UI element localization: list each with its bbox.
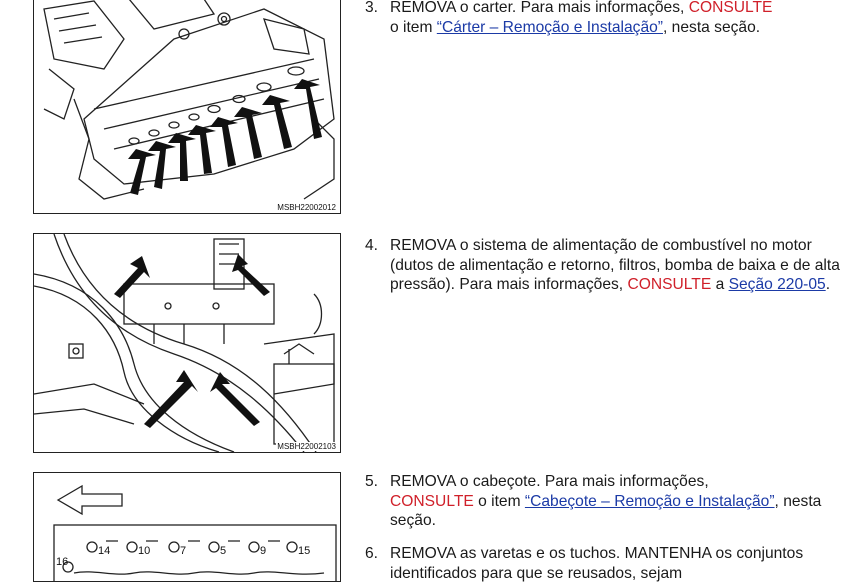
bolt-number: 16: [56, 556, 69, 568]
step-3: [365, 0, 853, 37]
step-number: 5.: [365, 473, 379, 490]
link-carter[interactable]: “Cárter – Remoção e Instalação”: [436, 18, 664, 36]
figure-fuel-system: [33, 233, 341, 453]
link-secao-220-05[interactable]: Seção 220-05: [728, 276, 826, 293]
consult-label: CONSULTE: [627, 276, 712, 293]
bolt-number: 10: [138, 545, 151, 557]
step-text: REMOVA o sistema de alimentação de combustível no motor (dutos de alimentação e retorno, filtros, bomba de baixa e de alta pressão). Para mais informações,: [390, 237, 840, 293]
step-6: [365, 544, 853, 583]
cylinder-head-bolt-sequence-illustration: [34, 473, 340, 582]
step-text: REMOVA o carter. Para mais informações,: [390, 0, 689, 16]
step-text: o item: [390, 18, 437, 36]
step-text: REMOVA o cabeçote. Para mais informações,: [390, 473, 709, 490]
step-text: .: [825, 276, 831, 293]
step-text: a: [711, 276, 729, 293]
left-arrow-icon: [58, 486, 122, 514]
bolt-number: 7: [180, 545, 187, 557]
engine-oil-pan-bolts-illustration: [34, 0, 340, 213]
step-5: [365, 472, 853, 531]
step-number: 6.: [365, 545, 379, 562]
bolt-number: 5: [220, 545, 227, 557]
consult-label: CONSULTE: [390, 492, 474, 510]
figure-code: MSBH22002012: [277, 203, 336, 212]
figure-oil-pan: [33, 0, 341, 214]
step-text: o item: [473, 492, 525, 510]
step-text: , nesta seção.: [663, 18, 761, 36]
figure-code: MSBH22002103: [277, 442, 336, 451]
step-text: , nesta seção.: [390, 492, 822, 529]
step-text: REMOVA as varetas e os tuchos. MANTENHA os conjuntos identificados para que se reusados, sejam: [390, 545, 804, 582]
step-number: 3.: [365, 0, 379, 16]
link-cabecote[interactable]: “Cabeçote – Remoção e Instalação”: [524, 492, 775, 510]
figure-cylinder-head: [33, 472, 341, 582]
bolt-number: 14: [98, 545, 111, 557]
consult-label: CONSULTE: [688, 0, 773, 16]
step-4: [365, 236, 853, 295]
fuel-system-lines-illustration: [34, 234, 340, 452]
bolt-number: 9: [260, 545, 267, 557]
step-number: 4.: [365, 237, 379, 254]
bolt-number: 15: [298, 545, 311, 557]
